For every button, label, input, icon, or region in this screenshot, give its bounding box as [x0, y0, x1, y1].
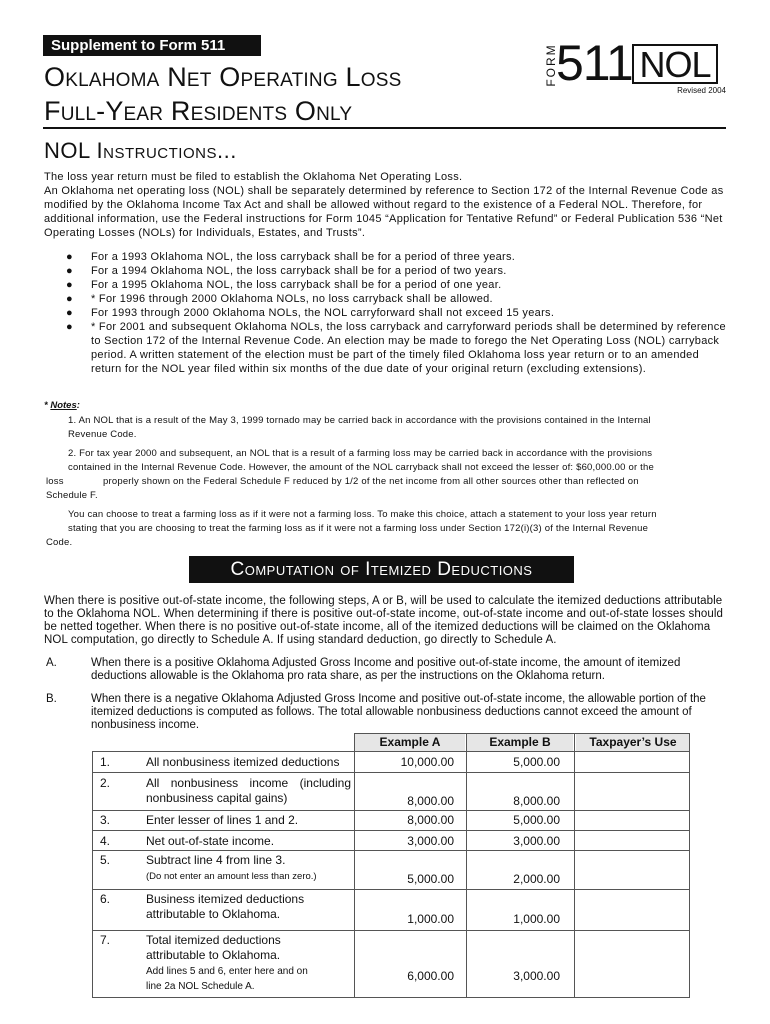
row-4-number: 4.: [100, 834, 111, 848]
note-2-line3b: properly shown on the Federal Schedule F reduced by 1/2 of the net income from all other sources other than reflected on: [103, 476, 639, 487]
note-2-line2: contained in the Internal Revenue Code. However, the amount of the NOL carryback shall not exceed the lesser of: $60,000.00 or the: [68, 462, 654, 473]
row-divider: [92, 850, 690, 851]
row-5-example-b: 2,000.00: [513, 872, 560, 886]
row-7-example-b: 3,000.00: [513, 969, 560, 983]
row-5-label: Subtract line 4 from line 3.: [146, 853, 286, 867]
column-header-example-b: Example B: [467, 733, 573, 751]
bullet-icon: ●: [66, 251, 73, 263]
header-divider: [43, 127, 726, 129]
bullet-icon: ●: [66, 293, 73, 305]
row-6-label: Business itemized deductions attributable to Oklahoma.: [146, 892, 305, 921]
list-item: ● For a 1995 Oklahoma NOL, the loss carryback shall be for a period of one year.: [66, 279, 502, 291]
instructions-heading: NOL Instructions...: [44, 138, 237, 163]
row-divider: [354, 733, 690, 734]
row-5-note: (Do not enter an amount less than zero.): [146, 871, 317, 882]
step-b-text: When there is a negative Oklahoma Adjusted Gross Income and positive out-of-state income, the allowable portion of the itemized deductions is computed as follows. The total allowable nonbusiness deductions cannot exceed the amount of nonbusiness income.: [91, 693, 706, 731]
instructions-p2: An Oklahoma net operating loss (NOL) shall be separately determined by reference to Section 172 of the Internal Revenue Code as modified by the Oklahoma Income Tax Act and shall be allowed without regard to the existence of a Federal NOL. Therefore, for additional information, use the Federal instructions for Form 1045 “Application for Tentative Refund” or Federal Publication 536 “Net Operating Losses (NOLs) for Individuals, Estates, and Trusts”.: [44, 185, 724, 239]
column-header-example-a: Example A: [355, 733, 465, 751]
form-title-line1: Oklahoma Net Operating Loss: [44, 62, 402, 92]
form-suffix: NOL: [632, 44, 718, 84]
row-7-example-a: 6,000.00: [407, 969, 454, 983]
form-number: 511: [556, 35, 633, 91]
column-divider: [689, 733, 690, 751]
row-6-example-a: 1,000.00: [407, 912, 454, 926]
instructions-p1: The loss year return must be filed to establish the Oklahoma Net Operating Loss.: [44, 171, 463, 183]
row-divider: [92, 889, 690, 890]
note-3-line2: stating that you are choosing to treat the farming loss as if it were not a farming loss under Section 172(i)(3) of the Internal Revenue: [68, 523, 649, 534]
row-1-label: All nonbusiness itemized deductions: [146, 755, 340, 769]
row-3-number: 3.: [100, 813, 111, 827]
note-1-line2: Revenue Code.: [68, 429, 137, 440]
row-divider: [92, 772, 690, 773]
form-title-line2: Full-Year Residents Only: [44, 96, 353, 126]
note-3-line1: You can choose to treat a farming loss as if it were not a farming loss. To make this choice, attach a statement to your loss year return: [68, 509, 657, 520]
row-divider: [92, 830, 690, 831]
note-1-line1: 1. An NOL that is a result of the May 3, 1999 tornado may be carried back in accordance with the provisions contained in the Internal: [68, 415, 651, 426]
row-7-note: Add lines 5 and 6, enter here and on line 2a NOL Schedule A.: [146, 966, 308, 992]
row-1-example-a: 10,000.00: [400, 755, 454, 769]
bullet-icon: ●: [66, 307, 73, 319]
row-7-number: 7.: [100, 933, 111, 947]
row-7-label: Total itemized deductions attributable to Oklahoma.: [146, 933, 281, 962]
bullet-icon: ●: [66, 321, 73, 333]
row-2-label: All nonbusiness income (including nonbusiness capital gains): [146, 776, 351, 805]
list-item: ● For a 1994 Oklahoma NOL, the loss carryback shall be for a period of two years.: [66, 265, 507, 277]
row-5-number: 5.: [100, 853, 111, 867]
column-header-taxpayer-use: Taxpayer’s Use: [576, 733, 690, 751]
revised-date: Revised 2004: [677, 86, 726, 95]
carryback-rules-list: [66, 250, 726, 376]
bullet-icon: ●: [66, 279, 73, 291]
computation-intro: When there is positive out-of-state income, the following steps, A or B, will be used to calculate the itemized deductions attributable to the Oklahoma NOL. When determining if there is positive out-of-state income, out-of-state income and out-of-state losses should be netted together. When there is no positive out-of-state income, all of the itemized deductions will be claimed on the Oklahoma NOL computation, go directly to Schedule A. If using standard deduction, go directly to Schedule A.: [44, 595, 724, 646]
step-a-label: A.: [46, 657, 57, 669]
row-1-example-b: 5,000.00: [513, 755, 560, 769]
note-3-line3: Code.: [46, 537, 73, 548]
supplement-banner: Supplement to Form 511: [43, 35, 261, 56]
note-2-line4: Schedule F.: [46, 490, 98, 501]
row-1-number: 1.: [100, 755, 111, 769]
row-5-example-a: 5,000.00: [407, 872, 454, 886]
row-2-example-b: 8,000.00: [513, 794, 560, 808]
notes-heading: * Notes:: [44, 400, 80, 411]
row-4-label: Net out-of-state income.: [146, 834, 275, 848]
list-item: ● For 1993 through 2000 Oklahoma NOLs, the NOL carryforward shall not exceed 15 years.: [66, 307, 555, 319]
list-item: ● For a 1993 Oklahoma NOL, the loss carryback shall be for a period of three years.: [66, 251, 516, 263]
computation-heading: Computation of Itemized Deductions: [189, 556, 574, 583]
form-label: FORM: [544, 43, 558, 87]
list-item: ● * For 2001 and subsequent Oklahoma NOLs, the loss carryback and carryforward periods shall be determined by reference to Section 172 of the Internal Revenue Code. An election may be made to forego the Net Operating Loss (NOL) carryback period. A written statement of the election must be part of the timely filed Oklahoma loss year return or to an amended return for the NOL year filed within six months of the due date of your original return (excluding extensions).: [66, 321, 726, 375]
row-divider: [92, 810, 690, 811]
note-2-line3a: loss: [46, 476, 64, 487]
bullet-icon: ●: [66, 265, 73, 277]
row-6-example-b: 1,000.00: [513, 912, 560, 926]
row-4-example-b: 3,000.00: [513, 834, 560, 848]
row-4-example-a: 3,000.00: [407, 834, 454, 848]
step-a-text: When there is a positive Oklahoma Adjusted Gross Income and positive out-of-state income, the amount of itemized deductions allowable is the Oklahoma pro rata share, as per the instructions on the Oklahoma return.: [91, 657, 681, 682]
row-divider: [92, 930, 690, 931]
row-6-number: 6.: [100, 892, 111, 906]
row-3-example-a: 8,000.00: [407, 813, 454, 827]
step-b-label: B.: [46, 693, 57, 705]
row-3-example-b: 5,000.00: [513, 813, 560, 827]
list-item: ● * For 1996 through 2000 Oklahoma NOLs, no loss carryback shall be allowed.: [66, 293, 493, 305]
note-2-line1: 2. For tax year 2000 and subsequent, an NOL that is a result of a farming loss may be carried back in accordance with the provisions: [68, 448, 653, 459]
row-2-example-a: 8,000.00: [407, 794, 454, 808]
row-2-number: 2.: [100, 776, 111, 790]
row-3-label: Enter lesser of lines 1 and 2.: [146, 813, 299, 827]
